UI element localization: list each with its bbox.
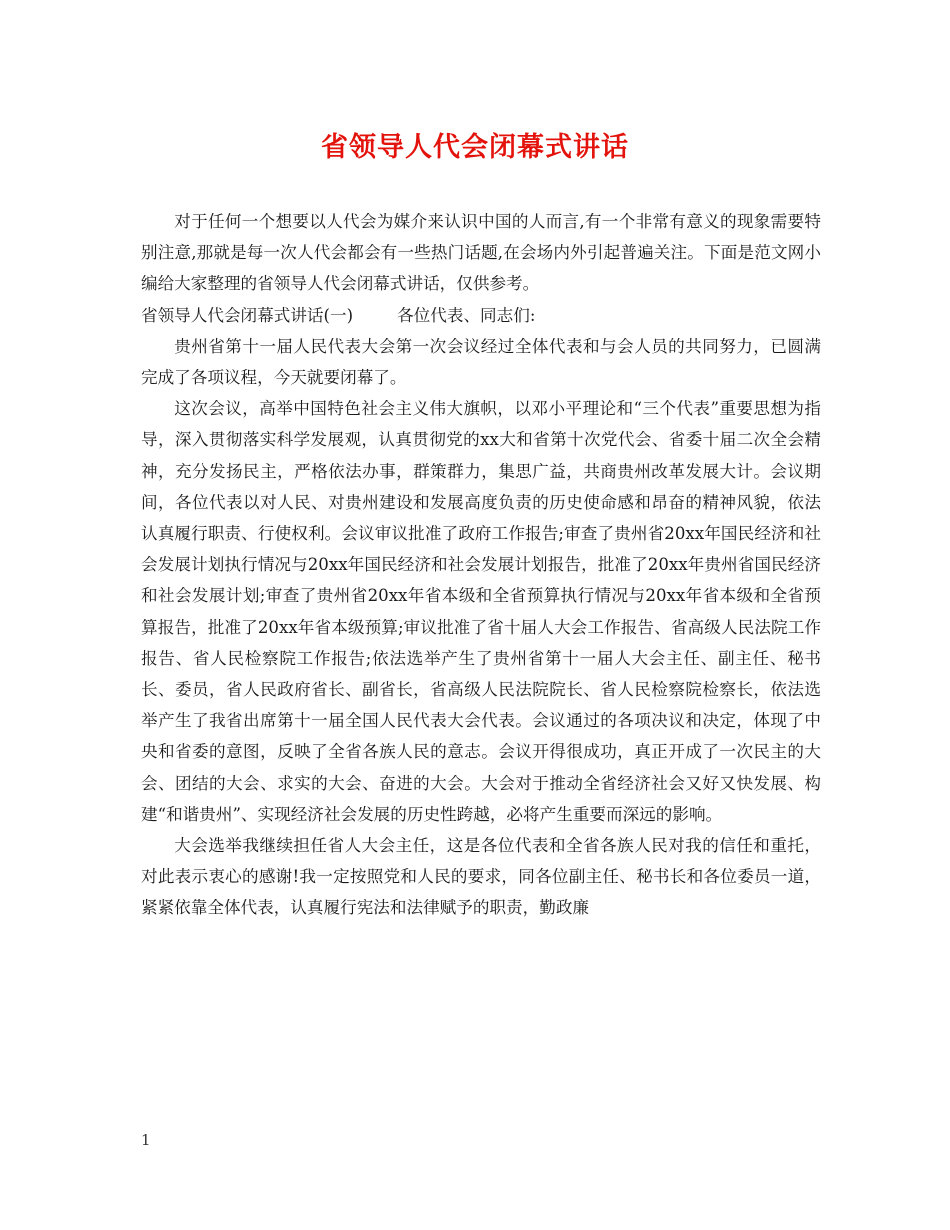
body-paragraph: 大会选举我继续担任省人大会主任，这是各位代表和全省各族人民对我的信任和重托，对此表示衷心的感谢!我一定按照党和人民的要求，同各位副主任、秘书长和各位委员一道，紧紧依靠全体代表，认真履行宪法和法律赋予的职责，勤政廉 — [141, 836, 821, 918]
section-title: 省领导人代会闭幕式讲话(一) — [141, 305, 354, 325]
body-paragraph: 贵州省第十一届人民代表大会第一次会议经过全体代表和与会人员的共同努力，已圆满完成了各项议程，今天就要闭幕了。 — [141, 336, 821, 388]
body-paragraph: 这次会议，高举中国特色社会主义伟大旗帜，以邓小平理论和“三个代表”重要思想为指导，深入贯彻落实科学发展观，认真贯彻党的xx大和省第十次党代会、省委十届二次全会精神，充分发扬民主，严格依法办事，群策群力，集思广益，共商贵州改革发展大计。会议期间，各位代表以对人民、对贵州建设和发展高度负责的历史使命感和昂奋的精神风貌，依法认真履行职责、行使权利。会议审议批准了政府工作报告;审查了贵州省20xx年国民经济和社会发展计划执行情况与20xx年国民经济和社会发展计划报告，批准了20xx年贵州省国民经济和社会发展计划;审查了贵州省20xx年省本级和全省预算执行情况与20xx年省本级和全省预算报告，批准了20xx年省本级预算;审议批准了省十届人大会工作报告、省高级人民法院工作报告、省人民检察院工作报告;依法选举产生了贵州省第十一届人大会主任、副主任、秘书长、委员，省人民政府省长、副省长，省高级人民法院院长、省人民检察院检察长，依法选举产生了我省出席第十一届全国人民代表大会代表。会议通过的各项决议和决定，体现了中央和省委的意图，反映了全省各族人民的意志。会议开得很成功，真正开成了一次民主的大会、团结的大会、求实的大会、奋进的大会。大会对于推动全省经济社会又好又快发展、构建“和谐贵州”、实现经济社会发展的历史性跨越，必将产生重要而深远的影响。 — [141, 399, 821, 824]
intro-paragraph: 对于任何一个想要以人代会为媒介来认识中国的人而言,有一个非常有意义的现象需要特别注意,那就是每一次人代会都会有一些热门话题,在会场内外引起普遍关注。下面是范文网小编给大家整理的省领导人代会闭幕式讲话，仅供参考。 — [141, 212, 821, 294]
document-body — [141, 206, 821, 924]
salutation: 各位代表、同志们: — [397, 305, 536, 325]
document-title: 省领导人代会闭幕式讲话 — [321, 132, 629, 163]
page-number: 1 — [141, 1131, 151, 1149]
section-heading-line — [141, 300, 821, 331]
